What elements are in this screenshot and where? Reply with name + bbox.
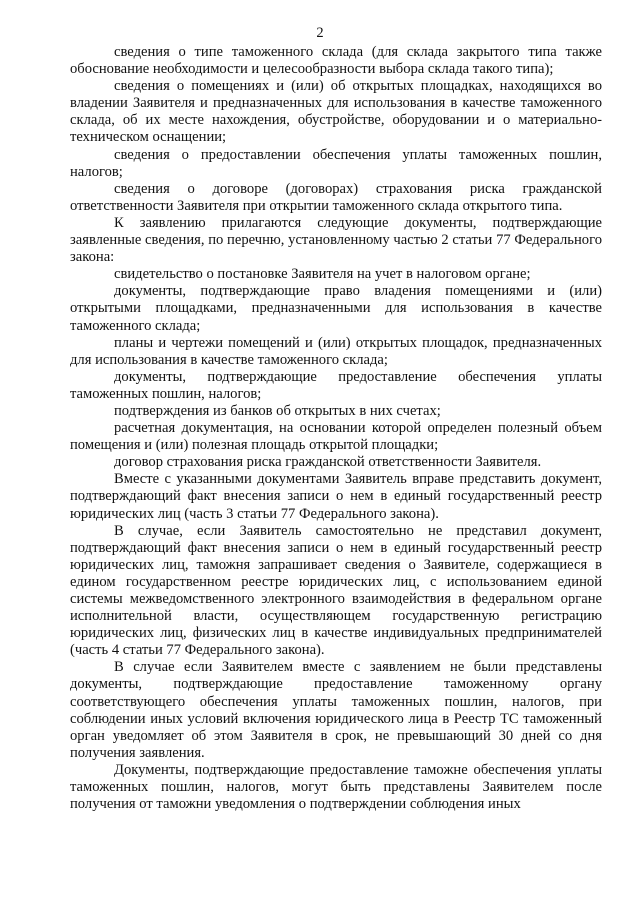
paragraph: расчетная документация, на основании которой определен полезный объем помещения и (или) полезная площадь открытой площадки; — [70, 420, 602, 454]
body-text — [70, 44, 602, 813]
paragraph: сведения о договоре (договорах) страхования риска гражданской ответственности Заявителя при открытии таможенного склада открытого типа. — [70, 180, 602, 214]
paragraph: договор страхования риска гражданской ответственности Заявителя. — [114, 454, 542, 471]
paragraph: Вместе с указанными документами Заявитель вправе представить документ, подтверждающий факт внесения записи о нем в единый государственный реестр юридических лиц (часть 3 статьи 77 Федерального закона). — [70, 471, 602, 522]
paragraph: Документы, подтверждающие предоставление таможне обеспечения уплаты таможенных пошлин, налогов, могут быть представлены Заявителем после получения от таможни уведомления о подтверждении соблюдения иных — [70, 761, 602, 813]
page-number: 2 — [316, 25, 324, 41]
paragraph: сведения о предоставлении обеспечения уплаты таможенных пошлин, налогов; — [70, 146, 602, 180]
paragraph: К заявлению прилагаются следующие документы, подтверждающие заявленные сведения, по перечню, установленному частью 2 статьи 77 Федерального закона: — [70, 214, 602, 266]
paragraph: В случае если Заявителем вместе с заявлением не были представлены документы, подтверждающие предоставление таможенному органу соответствующего обеспечения уплаты таможенных пошлин, налогов, при соблюдении иных условий включения юридического лица в Реестр ТС таможенный орган уведомляет об этом Заявителя в срок, не превышающий 30 дней со дня получения заявления. — [70, 659, 602, 761]
paragraph: планы и чертежи помещений и (или) открытых площадок, предназначенных для использования в качестве таможенного склада; — [70, 334, 602, 368]
paragraph: В случае, если Заявитель самостоятельно не представил документ, подтверждающий факт внесения записи о нем в единый государственный реестр юридических лиц, таможня запрашивает сведения о Заявителе, содержащиеся в едином государственном реестре юридических лиц, с использованием единой системы межведомственного электронного взаимодействия в федеральном органе исполнительной власти, осуществляющем государственную регистрацию юридических лиц, физических лиц в качестве индивидуальных предпринимателей (часть 4 статьи 77 Федерального закона). — [70, 522, 602, 659]
paragraph: документы, подтверждающие предоставление обеспечения уплаты таможенных пошлин, налогов; — [70, 368, 602, 402]
paragraph: документы, подтверждающие право владения помещениями и (или) открытыми площадками, предназначенными для использования в качестве таможенного склада; — [70, 283, 602, 334]
paragraph: свидетельство о постановке Заявителя на учет в налоговом органе; — [114, 266, 531, 283]
paragraph: сведения о типе таможенного склада (для склада закрытого типа также обоснование необходимости и целесообразности выбора склада такого типа); — [70, 44, 602, 78]
paragraph: сведения о помещениях и (или) об открытых площадках, находящихся во владении Заявителя и предназначенных для использования в качестве таможенного склада, об их месте нахождения, обустройстве, оборудовании и о материально-техническом оснащении; — [70, 78, 602, 146]
paragraph: подтверждения из банков об открытых в них счетах; — [114, 402, 441, 419]
